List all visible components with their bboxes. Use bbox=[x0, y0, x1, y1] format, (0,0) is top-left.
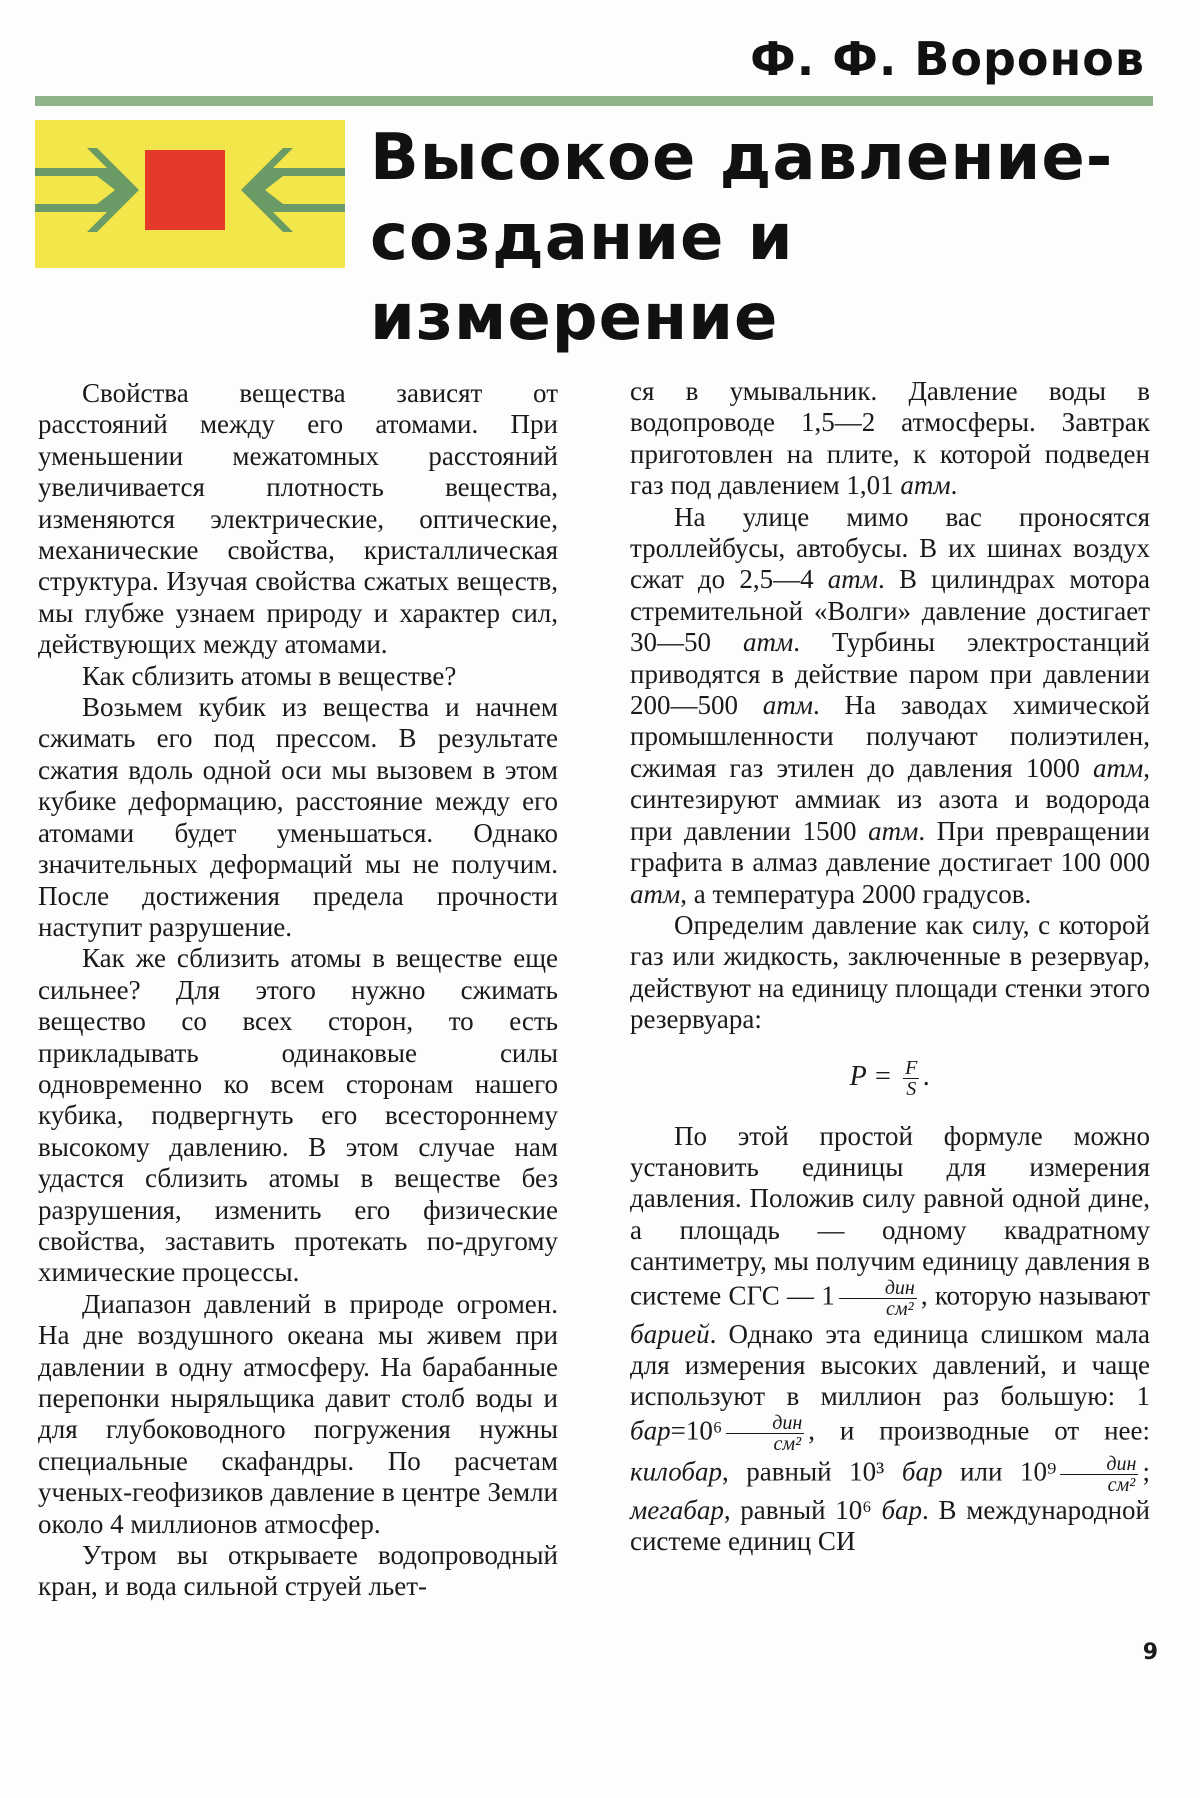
paragraph: Свойства вещества зависят от расстояний между его атомами. При уменьшении межатомных расстояний увеличивается плотность вещества, изменяются электрические, оптические, механические свойства, кристаллическая структура. Изучая свойства сжатых веществ, мы глубже узнаем природу и характер сил, действующих между атомами. bbox=[38, 378, 558, 660]
paragraph: Диапазон давлений в природе огромен. На дне воздушного океана мы живем при давлении в одну атмосферу. На барабанные перепонки ныряльщика давит столб воды и для глубоководного погружения нужны специальные скафандры. По расчетам ученых-геофизиков давление в центре Земли около 4 миллионов атмосфер. bbox=[38, 1288, 558, 1539]
title-line-1: Высокое давление- bbox=[370, 121, 1114, 195]
paragraph: Утром вы открываете водопроводный кран, и вода сильной струей льет- bbox=[38, 1540, 558, 1602]
paragraph: Возьмем кубик из вещества и начнем сжимать его под прессом. В результате сжатия вдоль одной оси мы вызовем в этом кубике деформацию, расстояние между его атомами будет уменьшаться. Однако значительных деформаций мы не получим. После достижения предела прочности наступит разрушение. bbox=[38, 692, 558, 942]
title-line-2: создание и измерение bbox=[370, 201, 794, 355]
paragraph: Как же сблизить атомы в веществе еще сильнее? Для этого нужно сжимать вещество со всех сторон, то есть прикладывать одинаковые силы одновременно ко всем сторонам нашего кубика, подвергнуть его всестороннему высокому давлению. В этом случае нам удастся сблизить атомы в веществе без разрушения, изменить его физические свойства, заставить протекать по-другому химические процессы. bbox=[38, 943, 558, 1288]
header-rule bbox=[35, 96, 1153, 106]
paragraph: Определим давление как силу, с которой газ или жидкость, заключенные в резервуар, действуют на единицу площади стенки этого резервуара: bbox=[630, 909, 1150, 1035]
paragraph: ся в умывальник. Давление воды в водопроводе 1,5—2 атмосферы. Завтрак приготовлен на плите, к которой подведен газ под давлением 1,01 атм. bbox=[630, 376, 1150, 501]
left-column bbox=[38, 378, 558, 1603]
paragraph: Как сблизить атомы в веществе? bbox=[82, 660, 457, 691]
title-banner bbox=[35, 120, 345, 268]
right-column bbox=[630, 376, 1150, 1558]
compression-arrows-icon bbox=[35, 120, 345, 268]
article-title bbox=[370, 118, 1170, 358]
pressure-formula: P = $\frac{F}{S}$ . bbox=[849, 1056, 931, 1100]
paragraph: По этой простой формуле можно установить единицы для измерения давления. Положив силу равной одной дине, а площадь — одному квадратному сантиметру, мы получим единицу давления в системе СГС — 1 $\frac{\text{дин}}{\text{см²}}$ , которую называют барией. Однако эта единица слишком мала для измерения высоких давлений, и чаще используют в миллион раз большую: 1 бар=10⁶ $\frac{\text{дин}}{\text{см²}}$ , и производные от нее: килобар, равный 10³ бар или 10⁹ $\frac{\text{дин}}{\text{см²}}$ ; мегабар, равный 10⁶ бар. В международной системе единиц СИ bbox=[630, 1120, 1151, 1557]
author-name: Ф. Ф. Воронов bbox=[750, 32, 1145, 86]
page-number: 9 bbox=[1142, 1640, 1158, 1665]
paragraph: На улице мимо вас проносятся троллейбусы, автобусы. В их шинах воздух сжат до 2,5—4 атм. В цилиндрах мотора стремительной «Волги» давление достигает 30—50 атм. Турбины электростанций приводятся в действие паром при давлении 200—500 атм. На заводах химической промышленности получают полиэтилен, сжимая газ этилен до давления 1000 атм, синтезируют аммиак из азота и водорода при давлении 1500 атм. При превращении графита в алмаз давление достигает 100 000 атм, а температура 2000 градусов. bbox=[630, 501, 1150, 909]
